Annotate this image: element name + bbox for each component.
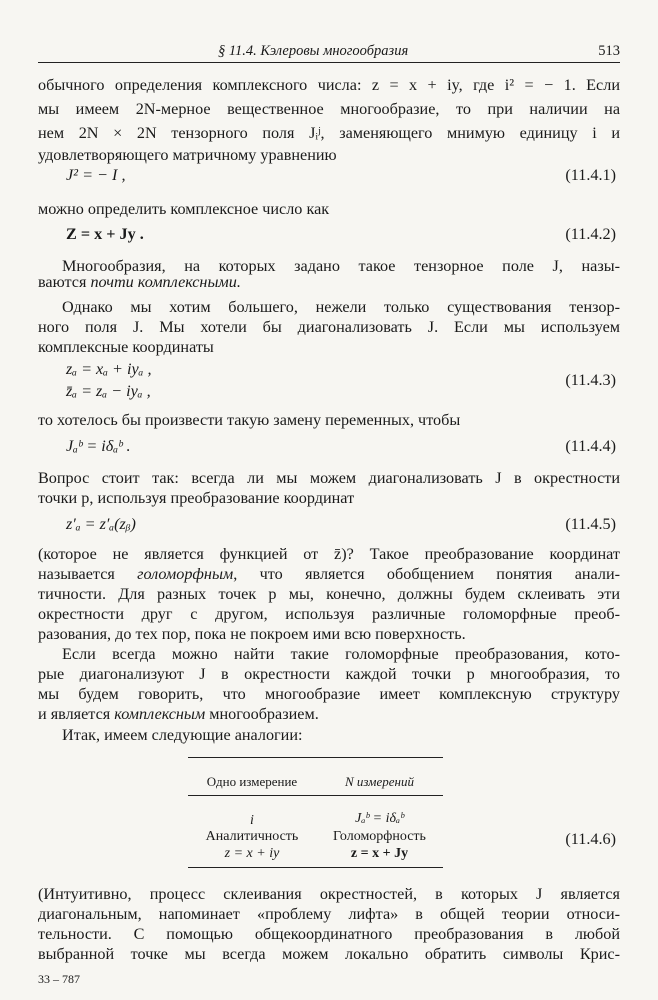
equation-11-4-4: Jₐᵇ = iδₐᵇ .: [66, 437, 131, 455]
text-span: , что является обобщением понятия анали-: [233, 565, 621, 583]
text-line: тельности. С помощью общекоординатного преобразования в любой: [38, 925, 620, 943]
equation-number: (11.4.3): [565, 371, 616, 389]
table-cell: Голоморфность: [333, 829, 426, 844]
equation-number: (11.4.4): [565, 437, 616, 455]
page: [38, 0, 620, 1000]
text-line: [38, 564, 620, 584]
table-cell: z = x + Jy: [350, 846, 409, 861]
text-line: точки p, используя преобразование координат: [38, 489, 355, 507]
text-line: (которое не является функцией от z̄)? Такое преобразование координат: [38, 545, 620, 563]
text-line: окрестности друг с другом, используя различные голоморфные преоб-: [38, 605, 620, 623]
text-line: ного поля J. Мы хотели бы диагонализовать J. Если мы используем: [38, 318, 620, 336]
text-line: мы будем говорить, что многообразие имеет комплексную структуру: [38, 685, 620, 703]
table-top-rule: [188, 757, 443, 758]
text-span: ваются: [38, 273, 91, 291]
table-header: Одно измерение: [206, 774, 298, 789]
text-line: можно определить комплексное число как: [38, 200, 330, 218]
table-cell: Jₐᵇ = iδₐᵇ: [355, 811, 404, 826]
text-line: мы имеем 2N-мерное вещественное многообразие, то при наличии на: [38, 100, 620, 118]
text-span: многообразием.: [205, 705, 319, 723]
emphasis-term: комплексным: [114, 705, 206, 723]
text-line: [38, 272, 620, 292]
table-cell: z = x + iy: [224, 846, 280, 861]
equation-number: (11.4.5): [565, 515, 616, 533]
emphasis-term: голоморфным: [137, 565, 234, 583]
text-line: (Интуитивно, процесс склеивания окрестностей, в которых J является: [38, 885, 620, 903]
table-header: N измерений: [345, 774, 414, 789]
table-cell: Аналитичность: [205, 829, 299, 844]
equation-11-4-3a: zₐ = xₐ + iyₐ ,: [66, 360, 152, 378]
text-line: диагональным, напоминает «проблему лифта» в общей теории относи-: [38, 905, 620, 923]
text-line: комплексные координаты: [38, 338, 214, 356]
text-line: Вопрос стоит так: всегда ли мы можем диагонализовать J в окрестности: [38, 469, 620, 487]
equation-11-4-3b: z̄ₐ = zₐ − iyₐ ,: [66, 382, 151, 400]
page-number: 513: [598, 43, 620, 59]
equation-11-4-1: J² = − I ,: [66, 166, 126, 184]
table-bottom-rule: [188, 867, 443, 868]
table-mid-rule: [188, 795, 443, 796]
text-line: удовлетворяющего матричному уравнению: [38, 146, 337, 164]
equation-11-4-2: Z = x + Jy .: [66, 225, 144, 243]
text-line: нем 2N × 2N тензорного поля Jᵢʲ, заменяющего мнимую единицу i и: [38, 124, 620, 142]
text-line: Однако мы хотим большего, нежели только существования тензор-: [62, 298, 620, 316]
table-cell: i: [250, 813, 254, 828]
text-line: [38, 704, 620, 724]
equation-number: (11.4.6): [565, 830, 616, 848]
text-span: называется: [38, 565, 138, 583]
text-line: тичности. Для разных точек p мы, конечно, должны будем склеивать эти: [38, 585, 620, 603]
section-title: § 11.4. Кэлеровы многообразия: [218, 43, 409, 59]
running-header: [38, 40, 620, 63]
equation-number: (11.4.2): [565, 225, 616, 243]
text-line: Итак, имеем следующие аналогии:: [62, 726, 303, 744]
signature-mark: 33 – 787: [38, 972, 80, 986]
text-line: обычного определения комплексного числа: z = x + iy, где i² = − 1. Если: [38, 76, 620, 94]
text-span: и является: [38, 705, 115, 723]
text-line: Если всегда можно найти такие голоморфные преобразования, кото-: [62, 645, 620, 663]
text-line: то хотелось бы произвести такую замену переменных, чтобы: [38, 411, 461, 429]
text-line: рые диагонализуют J в окрестности каждой точки p многообразия, то: [38, 665, 620, 683]
text-line: Многообразия, на которых задано такое тензорное поле J, назы-: [62, 257, 620, 275]
equation-number: (11.4.1): [565, 166, 616, 184]
text-line: выбранной точке мы всегда можем локально обратить символы Крис-: [38, 945, 620, 963]
text-line: разования, до тех пор, пока не покроем ими всю поверхность.: [38, 625, 466, 643]
emphasis-term: почти комплексными.: [90, 273, 241, 291]
equation-11-4-5: z′ₐ = z′ₐ(zᵦ): [66, 515, 136, 533]
